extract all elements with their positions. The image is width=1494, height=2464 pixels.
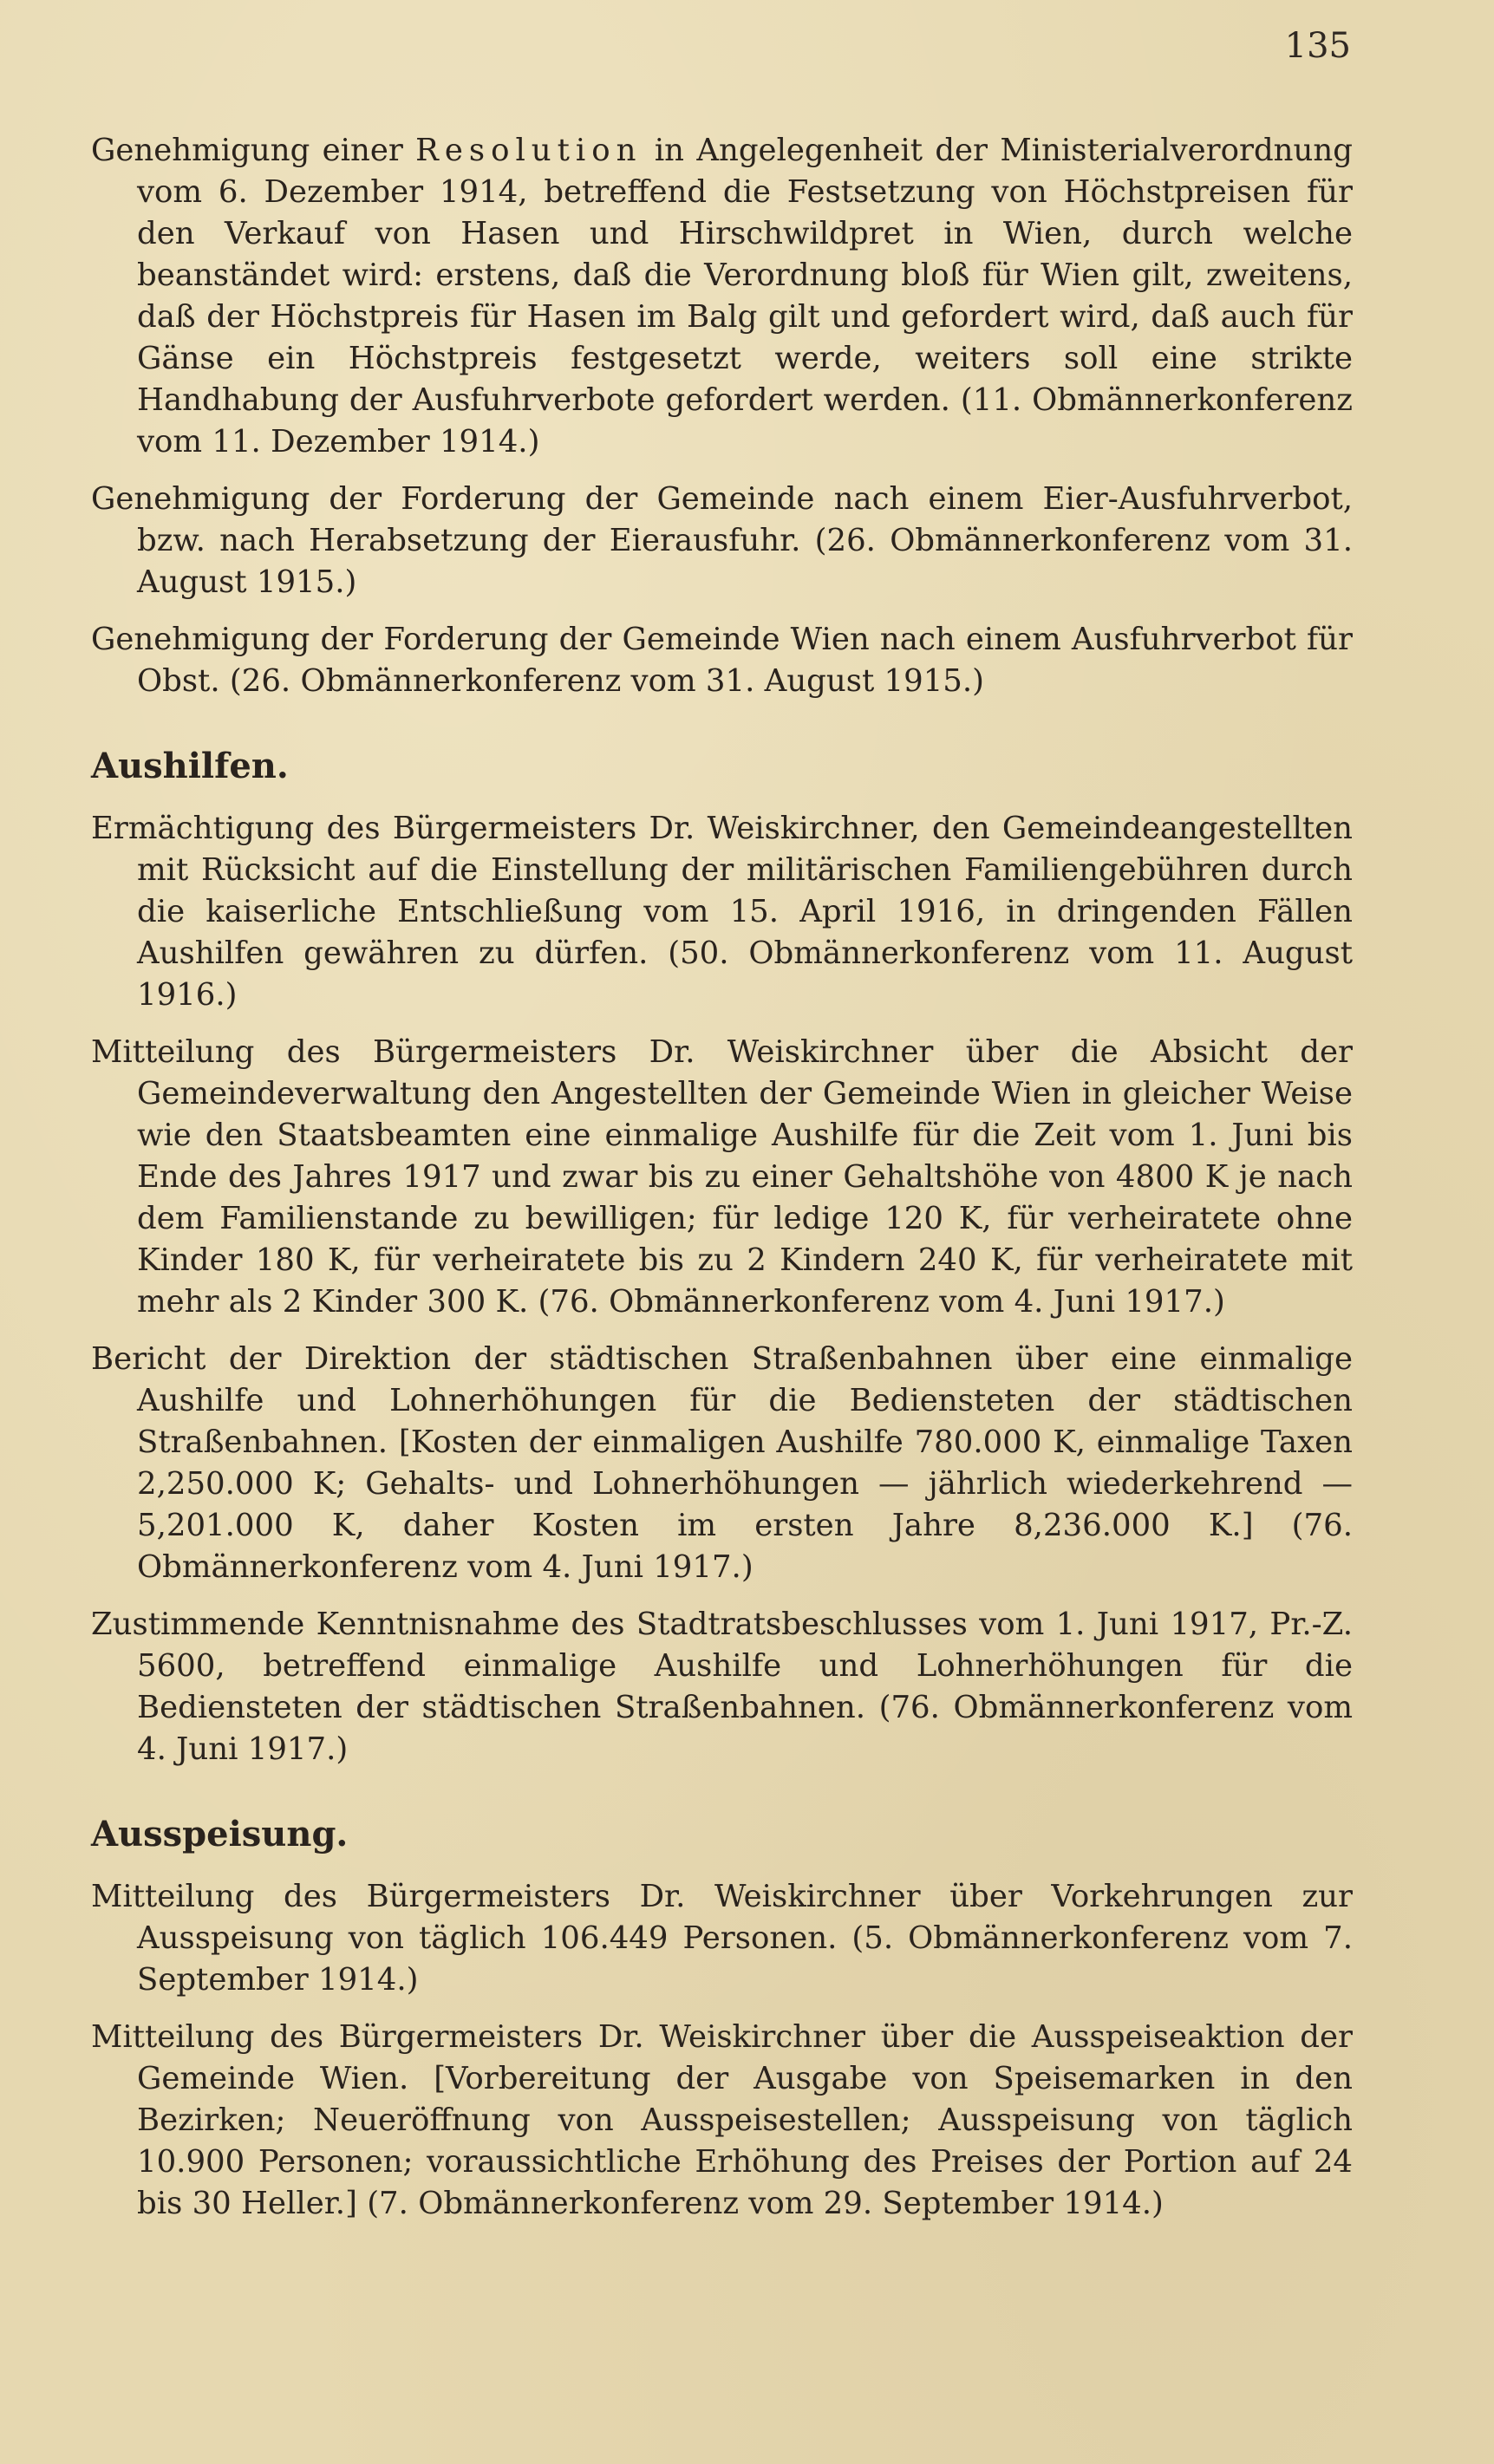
section-heading-ausspeisung: Ausspeisung. — [91, 1814, 349, 1855]
entry-aushilfen-stadtrat: Zustimmende Kenntnisnahme des Stadtratsbeschlusses vom 1. Juni 1917, Pr.-Z. 5600, betreffend einmalige Aushilfe und Lohnerhöhungen für die Bediensteten der städtischen Straßenbahnen. (76. Obmännerkonferenz vom 4. Juni 1917.) — [91, 1607, 1353, 1767]
entry-aushilfen-strassenbahn-bericht: Bericht der Direktion der städtischen Straßenbahnen über eine einmalige Aushilfe und Lohnerhöhungen für die Bediensteten der städtischen Straßenbahnen. [Kosten der einmaligen Aushilfe 780.000 K, einmalige Taxen 2,250.000 K; Gehalts- und Lohnerhöhungen — jährlich wiederkehrend — 5,201.000 K, daher Kosten im ersten Jahre 8,236.000 K.] (76. Obmännerkonferenz vom 4. Juni 1917.) — [91, 1341, 1353, 1585]
entry-text-start: Genehmigung einer — [91, 133, 416, 168]
page-content — [91, 130, 1353, 2225]
entry-aushilfen-ermaechtigung: Ermächtigung des Bürgermeisters Dr. Weiskirchner, den Gemeindeangestellten mit Rücksicht auf die Einstellung der militärischen Familiengebühren durch die kaiserliche Entschließung vom 15. April 1916, in dringenden Fällen Aushilfen gewähren zu dürfen. (50. Obmännerkonferenz vom 11. August 1916.) — [91, 811, 1353, 1013]
entry-ausspeisung-aktion: Mitteilung des Bürgermeisters Dr. Weiskirchner über die Ausspeiseaktion der Gemeinde Wien. [Vorbereitung der Ausgabe von Speisemarken in den Bezirken; Neueröffnung von Ausspeisestellen; Ausspeisung von täglich 10.900 Personen; voraussichtliche Erhöhung des Preises der Portion auf 24 bis 30 Heller.] (7. Obmännerkonferenz vom 29. September 1914.) — [91, 2019, 1353, 2221]
entry-text-rest: in Angelegenheit der Ministerialverordnung vom 6. Dezember 1914, betreffend die Festsetzung von Höchstpreisen für den Verkauf von Hasen und Hirschwildpret in Wien, durch welche beanständet wird: erstens, daß die Verordnung bloß für Wien gilt, zweitens, daß der Höchstpreis für Hasen im Balg gilt und gefordert wird, daß auch für Gänse ein Höchstpreis festgesetzt werde, weiters soll eine strikte Handhabung der Ausfuhrverbote gefordert werden. (11. Obmännerkonferenz vom 11. Dezember 1914.) — [137, 133, 1353, 460]
page-number: 135 — [1284, 26, 1351, 66]
spaced-word: Resolution — [415, 133, 643, 168]
entry-resolution-hasen — [91, 130, 1353, 463]
section-heading-aushilfen: Aushilfen. — [91, 746, 289, 786]
entry-aushilfen-mitteilung: Mitteilung des Bürgermeisters Dr. Weiskirchner über die Absicht der Gemeindeverwaltung den Angestellten der Gemeinde Wien in gleicher Weise wie den Staatsbeamten eine einmalige Aushilfe für die Zeit vom 1. Juni bis Ende des Jahres 1917 und zwar bis zu einer Gehaltshöhe von 4800 K je nach dem Familienstande zu bewilligen; für ledige 120 K, für verheiratete ohne Kinder 180 K, für verheiratete bis zu 2 Kindern 240 K, für verheiratete mit mehr als 2 Kinder 300 K. (76. Obmännerkonferenz vom 4. Juni 1917.) — [91, 1034, 1353, 1320]
entry-ausspeisung-vorkehrungen: Mitteilung des Bürgermeisters Dr. Weiskirchner über Vorkehrungen zur Ausspeisung von täglich 106.449 Personen. (5. Obmännerkonferenz vom 7. September 1914.) — [91, 1879, 1353, 1998]
entry-eier-ausfuhrverbot: Genehmigung der Forderung der Gemeinde nach einem Eier-Ausfuhrverbot, bzw. nach Herabsetzung der Eierausfuhr. (26. Obmännerkonferenz vom 31. August 1915.) — [91, 481, 1353, 600]
entry-obst-ausfuhrverbot: Genehmigung der Forderung der Gemeinde Wien nach einem Ausfuhrverbot für Obst. (26. Obmännerkonferenz vom 31. August 1915.) — [91, 622, 1353, 699]
